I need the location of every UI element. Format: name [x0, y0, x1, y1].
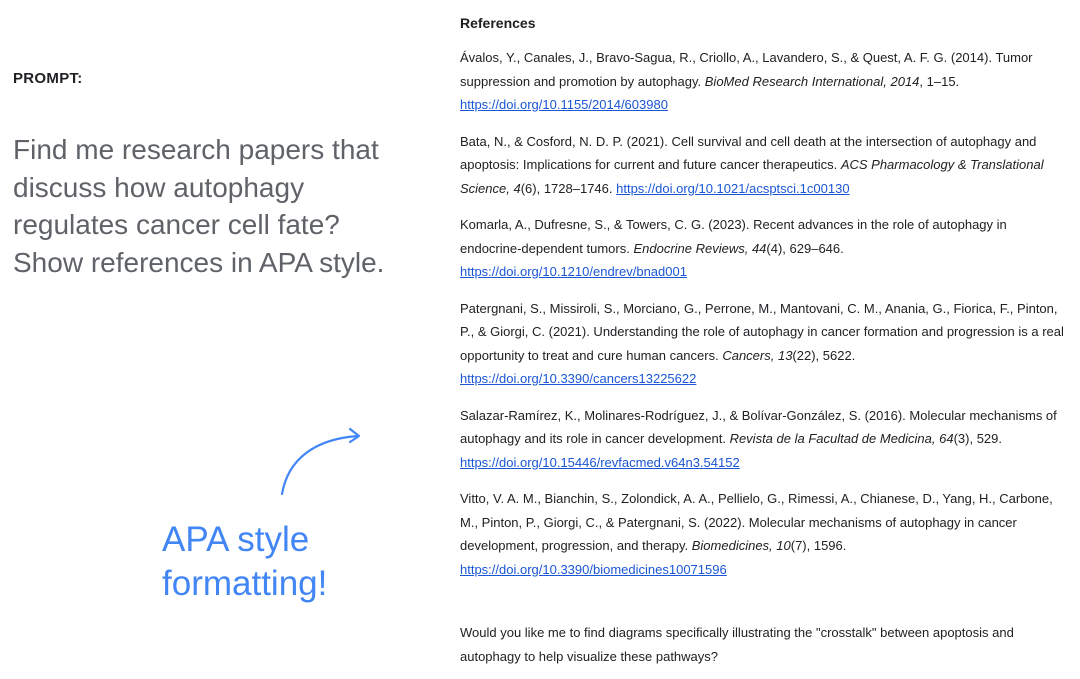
reference-item [460, 297, 1065, 391]
reference-item [460, 213, 1065, 284]
reference-pages: (4), 629–646. [766, 240, 844, 256]
prompt-text: Find me research papers that discuss how autophagy regulates cancer cell fate? Show references in APA style. [13, 134, 385, 278]
reference-pages: (6), 1728–1746. [520, 180, 617, 196]
reference-citation: Salazar-Ramírez, K., Molinares-Rodríguez, J., & Bolívar-González, S. (2016). Molecular mechanisms of autophagy and its role in cancer development. [460, 407, 1057, 446]
reference-pages: (7), 1596. [790, 538, 847, 553]
response-panel [460, 0, 1070, 679]
reference-citation: Bata, N., & Cosford, N. D. P. (2021). Cell survival and cell death at the intersection of autophagy and apoptosis: Implications for current and future cancer therapeutics. [460, 133, 1037, 172]
reference-doi-link[interactable]: https://doi.org/10.15446/revfacmed.v64n3.54152 [460, 454, 740, 470]
reference-pages: , 1–15. [919, 73, 960, 89]
reference-journal: Cancers, 13 [722, 347, 793, 363]
prompt-panel [0, 0, 440, 679]
reference-citation: Vitto, V. A. M., Bianchin, S., Zolondick, A. A., Pellielo, G., Rimessi, A., Chianese, D., Yang, H., Carbone, M., Pinton, P., Giorgi, C., & Patergnani, S. (2022). Molecular mechanisms of autophagy in cancer development, progression, and therapy. [460, 491, 1053, 553]
callout-text [162, 518, 392, 606]
reference-item [460, 130, 1065, 201]
curved-arrow-icon [270, 424, 370, 504]
reference-item [460, 404, 1065, 475]
reference-journal: Biomedicines, 10 [691, 538, 791, 553]
reference-citation: Patergnani, S., Missiroli, S., Morciano, G., Perrone, M., Mantovani, C. M., Anania, G., Fiorica, F., Pinton, P., & Giorgi, C. (2021). Understanding the role of autophagy in cancer formation and progression is a real opportunity to treat and cure human cancers. [460, 300, 1064, 363]
callout-line-2: formatting! [162, 564, 328, 603]
reference-pages: (22), 5622. [792, 347, 856, 363]
reference-doi-link[interactable]: https://doi.org/10.1155/2014/603980 [460, 97, 668, 112]
reference-citation: Ávalos, Y., Canales, J., Bravo-Sagua, R., Criollo, A., Lavandero, S., & Quest, A. F. G. (2014). Tumor suppression and promotion by autophagy. [460, 50, 1033, 89]
reference-journal: ACS Pharmacology & Translational Science, 4 [460, 157, 1044, 196]
reference-pages: (3), 529. [953, 431, 1002, 446]
reference-item [460, 487, 1065, 581]
reference-doi-link[interactable]: https://doi.org/10.1210/endrev/bnad001 [460, 264, 687, 279]
reference-item [460, 46, 1065, 117]
prompt-label: PROMPT: [13, 70, 83, 87]
reference-journal: BioMed Research International, 2014 [704, 73, 920, 89]
follow-up-question: Would you like me to find diagrams specifically illustrating the "crosstalk" between apoptosis and autophagy to help visualize these pathways? [460, 625, 1014, 664]
reference-doi-link[interactable]: https://doi.org/10.3390/biomedicines10071596 [460, 561, 727, 577]
references-heading: References [460, 15, 536, 31]
reference-journal: Endocrine Reviews, 44 [633, 240, 767, 256]
references-list [460, 46, 1065, 594]
callout-line-1: APA style [162, 520, 310, 559]
reference-doi-link[interactable]: https://doi.org/10.1021/acsptsci.1c00130 [616, 180, 850, 196]
reference-journal: Revista de la Facultad de Medicina, 64 [729, 431, 954, 446]
reference-citation: Komarla, A., Dufresne, S., & Towers, C. G. (2023). Recent advances in the role of autophagy in endocrine-dependent tumors. [460, 217, 1007, 256]
reference-doi-link[interactable]: https://doi.org/10.3390/cancers13225622 [460, 371, 697, 386]
